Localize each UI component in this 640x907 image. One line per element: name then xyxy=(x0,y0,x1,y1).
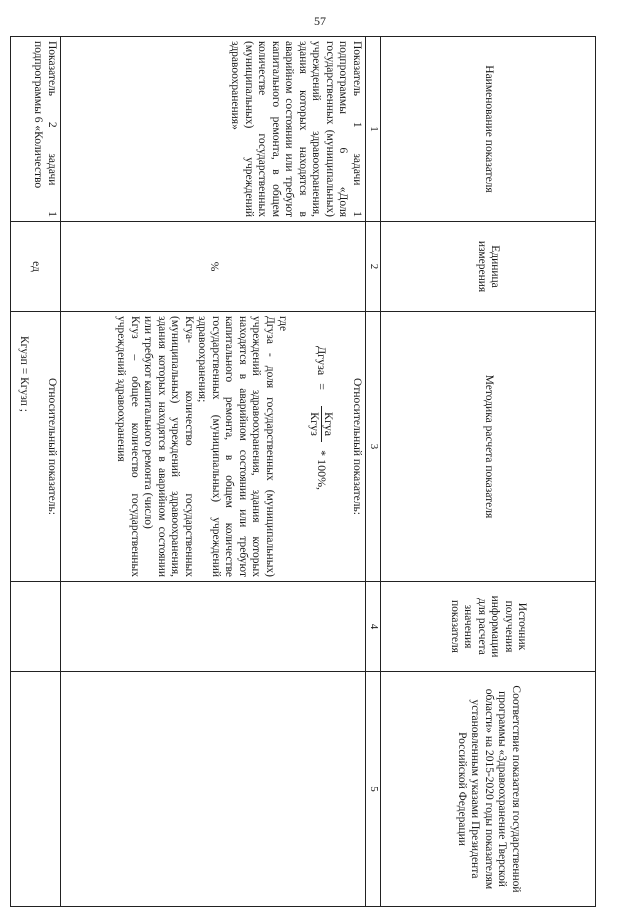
col-num-2: 2 xyxy=(366,222,381,312)
indicator-table xyxy=(10,36,596,907)
table-row xyxy=(11,37,61,907)
indicator-source xyxy=(61,582,366,672)
table-header-row xyxy=(381,37,596,907)
table-row xyxy=(61,37,366,907)
rotated-page-content xyxy=(18,36,596,906)
col-num-5: 5 xyxy=(366,672,381,907)
col-num-1: 1 xyxy=(366,37,381,222)
formula-numerator: Кгуа xyxy=(321,406,336,442)
formula xyxy=(308,346,336,577)
header-method: Методика расчета показателя xyxy=(381,312,596,582)
definition-3: Кгуз – общее количество государственных учреждений здравоохранения xyxy=(115,316,141,577)
where-label: где xyxy=(277,316,290,332)
indicator-compliance xyxy=(61,672,366,907)
indicator-unit: ед xyxy=(11,222,61,312)
indicator-name: Показатель 2 задачи 1 подпрограммы 6 «Количество xyxy=(11,37,61,222)
formula: Кгузп = Кгузп ; xyxy=(18,336,31,412)
page-number: 57 xyxy=(314,14,326,28)
header-source: Источник получения информации для расчета значения показателя xyxy=(381,582,596,672)
indicator-name: Показатель 1 задачи 1 подпрограммы 6 «Доля государственных (муниципальных) учреждений здравоохранения, здания которых находятся в аварийном состоянии или требуют капитального ремонта, в общем количестве государственных (муниципальных) учреждений здравоохранения» xyxy=(61,37,366,222)
indicator-source xyxy=(11,582,61,672)
definition-2: Кгуа- количество государственных (муниципальных) учреждений здравоохранения, здания которых находятся в аварийном состоянии или требуют капитального ремонта (число) xyxy=(142,316,195,577)
formula-denominator: Кгуз xyxy=(308,412,322,436)
header-compliance: Соответствие показателя государственной программы «Здравоохранение Тверской области» на 2015-2020 годы показателям установленным указами Президента Российской Федерации xyxy=(381,672,596,907)
formula-tail: * 100%, xyxy=(315,450,330,491)
method-intro: Относительный показатель: xyxy=(46,378,58,515)
header-unit: Единица измерения xyxy=(381,222,596,312)
indicator-unit: % xyxy=(61,222,366,312)
indicator-compliance xyxy=(11,672,61,907)
header-name: Наименование показателя xyxy=(381,37,596,222)
formula-fraction xyxy=(308,406,336,442)
col-num-4: 4 xyxy=(366,582,381,672)
col-num-3: 3 xyxy=(366,312,381,582)
formula-lhs: Дгуза xyxy=(315,346,330,376)
column-number-row xyxy=(366,37,381,907)
indicator-method xyxy=(61,312,366,582)
definition-1: Дгуза - доля государственных (муниципальных) учреждений здравоохранения, здания которых находятся в аварийном состоянии или требуют капитального ремонта, в общем количестве государственных (муниципальных) учреждений здравоохранения; xyxy=(196,316,276,577)
indicator-method xyxy=(11,312,61,582)
method-intro: Относительный показатель: xyxy=(351,378,363,515)
formula-eq: = xyxy=(315,383,330,390)
